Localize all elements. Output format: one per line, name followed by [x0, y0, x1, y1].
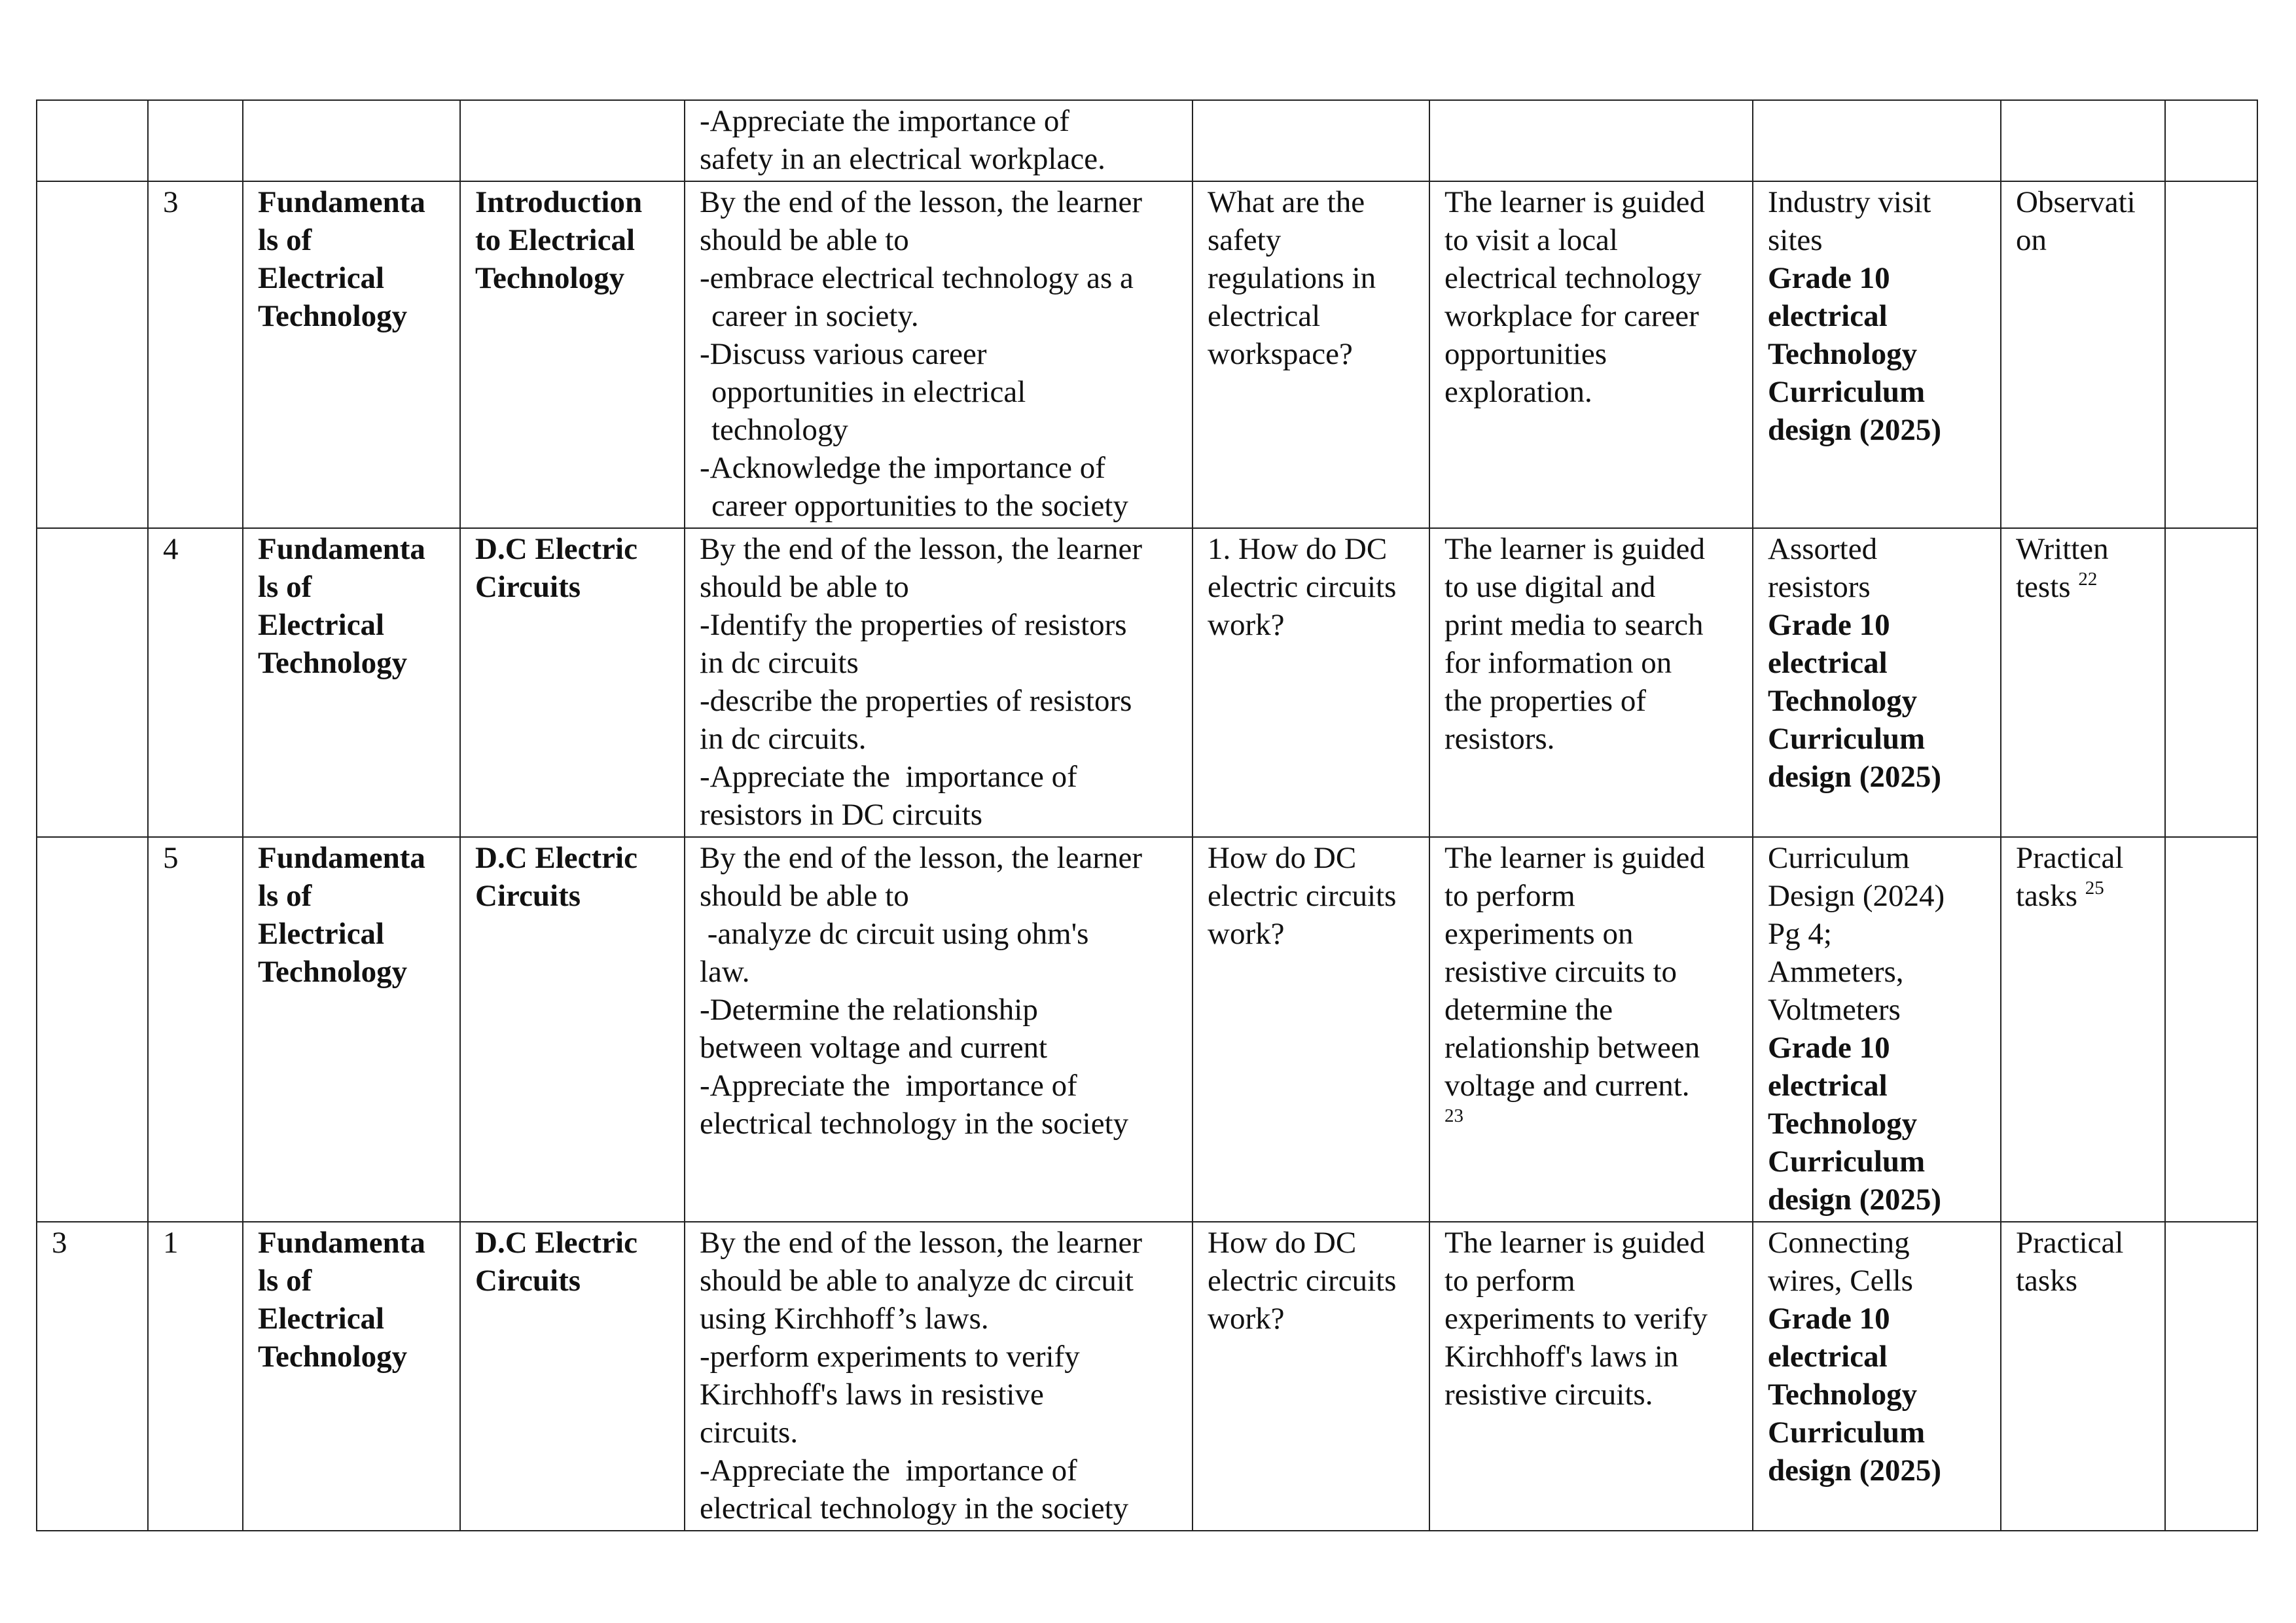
strand-cell — [243, 1222, 460, 1531]
learning-resources-cell-line: electrical — [1768, 646, 1888, 680]
key-inquiry-cell-line: safety — [1208, 223, 1282, 257]
outcome-line: opportunities in electrical — [711, 375, 1026, 409]
table-body — [37, 100, 2257, 1531]
learning-resources-cell-line: electrical — [1768, 299, 1888, 333]
learning-experiences-cell-line: The learner is guided — [1444, 1226, 1706, 1260]
learning-resources-cell-line: Grade 10 — [1768, 261, 1890, 295]
outcome-line: electrical technology in the society — [700, 1107, 1129, 1141]
learning-experiences-cell-line: relationship between — [1444, 1031, 1700, 1065]
sub-strand-cell-line: D.C Electric — [475, 841, 637, 875]
sub-strand-cell-line: D.C Electric — [475, 532, 637, 566]
sub-strand-cell — [460, 181, 685, 528]
learning-experiences-cell-line: opportunities — [1444, 337, 1607, 371]
outcome-line: circuits. — [700, 1416, 798, 1450]
lesson-cell — [148, 837, 243, 1222]
outcome-line: By the end of the lesson, the learner — [700, 841, 1143, 875]
key-inquiry-cell-line: work? — [1208, 608, 1285, 642]
lesson-cell-text: 1 — [163, 1226, 179, 1260]
outcome-line: -Appreciate the importance of — [700, 1069, 1077, 1103]
assessment-cell — [2001, 528, 2165, 837]
assessment-line — [2016, 839, 2151, 877]
learning-resources-cell-line: resistors — [1768, 570, 1871, 604]
learning-experiences-cell — [1429, 1222, 1753, 1531]
key-inquiry-cell — [1193, 528, 1429, 837]
outcome-line: resistors in DC circuits — [700, 798, 983, 832]
strand-cell-line: Electrical — [258, 917, 385, 951]
learning-resources-cell-line: Curriculum — [1768, 841, 1910, 875]
sub-strand-cell — [460, 100, 685, 181]
outcome-line: should be able to analyze dc circuit — [700, 1264, 1134, 1298]
learning-resources-cell-line: Technology — [1768, 1378, 1918, 1412]
week-cell — [37, 100, 148, 181]
table-row — [37, 181, 2257, 528]
outcome-line: -Acknowledge the importance of — [700, 451, 1105, 485]
outcome-line: By the end of the lesson, the learner — [700, 185, 1143, 219]
learning-resources-cell-line: Technology — [1768, 684, 1918, 718]
outcome-line: -analyze dc circuit using ohm's — [700, 917, 1089, 951]
learning-resources-cell-line: electrical — [1768, 1340, 1888, 1374]
learning-resources-cell — [1753, 181, 2001, 528]
learning-experiences-cell-line: resistive circuits to — [1444, 955, 1677, 989]
learning-outcomes-cell — [685, 1222, 1193, 1531]
learning-resources-cell-line: Curriculum — [1768, 375, 1926, 409]
assessment-cell — [2001, 1222, 2165, 1531]
assessment-line — [2016, 877, 2151, 915]
assessment-line — [2016, 1262, 2151, 1300]
outcome-line: should be able to — [700, 570, 909, 604]
outcome-line: technology — [711, 413, 848, 447]
assessment-text: tasks — [2016, 1264, 2077, 1298]
learning-experiences-cell — [1429, 181, 1753, 528]
sub-strand-cell-line: Circuits — [475, 570, 581, 604]
learning-resources-cell — [1753, 837, 2001, 1222]
learning-experiences-cell-line: to use digital and — [1444, 570, 1656, 604]
sub-strand-cell — [460, 1222, 685, 1531]
outcome-line: safety in an electrical workplace. — [700, 142, 1105, 176]
learning-outcomes-cell — [685, 181, 1193, 528]
assessment-text: on — [2016, 223, 2047, 257]
outcome-line: -Appreciate the importance of — [700, 760, 1077, 794]
outcome-line: in dc circuits. — [700, 722, 867, 756]
learning-resources-cell-line: Pg 4; — [1768, 917, 1832, 951]
assessment-line — [2016, 221, 2151, 259]
strand-cell-line: ls of — [258, 1264, 312, 1298]
assessment-line — [2016, 1224, 2151, 1262]
learning-resources-cell-line: Design (2024) — [1768, 879, 1945, 913]
week-cell — [37, 837, 148, 1222]
outcome-line: should be able to — [700, 879, 909, 913]
outcome-line: law. — [700, 955, 750, 989]
learning-experiences-cell-line: experiments to verify — [1444, 1302, 1708, 1336]
learning-experiences-cell-line: to perform — [1444, 1264, 1575, 1298]
outcome-line: -embrace electrical technology as a — [700, 261, 1134, 295]
strand-cell — [243, 837, 460, 1222]
key-inquiry-cell-line: electric circuits — [1208, 570, 1397, 604]
sub-strand-cell-line: D.C Electric — [475, 1226, 637, 1260]
sub-strand-cell-line: to Electrical — [475, 223, 636, 257]
strand-cell-line: Fundamenta — [258, 841, 425, 875]
key-inquiry-cell — [1193, 1222, 1429, 1531]
learning-resources-cell-line: design (2025) — [1768, 760, 1942, 794]
lesson-cell — [148, 181, 243, 528]
remarks-cell — [2165, 100, 2257, 181]
key-inquiry-cell — [1193, 100, 1429, 181]
strand-cell-line: Electrical — [258, 1302, 385, 1336]
learning-resources-cell-line: Technology — [1768, 337, 1918, 371]
remarks-cell — [2165, 837, 2257, 1222]
learning-experiences-cell-line: print media to search — [1444, 608, 1704, 642]
assessment-cell — [2001, 837, 2165, 1222]
week-cell — [37, 181, 148, 528]
outcome-line: -Determine the relationship — [700, 993, 1038, 1027]
lesson-cell — [148, 1222, 243, 1531]
learning-experiences-cell-line: determine the — [1444, 993, 1613, 1027]
learning-resources-cell-line: Curriculum — [1768, 1145, 1926, 1179]
learning-experiences-cell-line: the properties of — [1444, 684, 1647, 718]
learning-outcomes-cell — [685, 100, 1193, 181]
assessment-text: tasks — [2016, 879, 2077, 913]
outcome-line: -Identify the properties of resistors — [700, 608, 1127, 642]
sub-strand-cell — [460, 837, 685, 1222]
lesson-cell-text: 4 — [163, 532, 179, 566]
learning-resources-cell-line: Grade 10 — [1768, 1031, 1890, 1065]
strand-cell-line: Fundamenta — [258, 185, 425, 219]
learning-resources-cell-line: wires, Cells — [1768, 1264, 1913, 1298]
footnote-marker: 23 — [1444, 1105, 1463, 1126]
outcome-line: By the end of the lesson, the learner — [700, 532, 1143, 566]
key-inquiry-cell-line: electrical — [1208, 299, 1321, 333]
learning-experiences-cell-line: experiments on — [1444, 917, 1634, 951]
key-inquiry-cell-line: 1. How do DC — [1208, 532, 1388, 566]
key-inquiry-cell-line: What are the — [1208, 185, 1365, 219]
strand-cell-line: Technology — [258, 955, 408, 989]
footnote-marker: 22 — [2078, 569, 2098, 590]
learning-resources-cell-line: Connecting — [1768, 1226, 1910, 1260]
learning-resources-cell-line: design (2025) — [1768, 1183, 1942, 1217]
learning-resources-cell-line: Technology — [1768, 1107, 1918, 1141]
learning-experiences-cell-line: resistive circuits. — [1444, 1378, 1653, 1412]
learning-resources-cell-line: Grade 10 — [1768, 608, 1890, 642]
lesson-cell-text: 3 — [163, 185, 179, 219]
outcome-line: -Appreciate the importance of — [700, 1454, 1077, 1488]
strand-cell-line: Electrical — [258, 261, 385, 295]
outcome-line: -describe the properties of resistors — [700, 684, 1132, 718]
outcome-line: career in society. — [711, 299, 919, 333]
learning-resources-cell-line: design (2025) — [1768, 413, 1942, 447]
week-cell — [37, 1222, 148, 1531]
outcome-line: -Appreciate the importance of — [700, 104, 1070, 138]
outcome-line: should be able to — [700, 223, 909, 257]
strand-cell — [243, 528, 460, 837]
learning-experiences-cell — [1429, 528, 1753, 837]
learning-resources-cell-line: Voltmeters — [1768, 993, 1901, 1027]
outcome-line: electrical technology in the society — [700, 1491, 1129, 1525]
learning-experiences-cell-line: voltage and current. — [1444, 1069, 1690, 1103]
learning-resources-cell-line: sites — [1768, 223, 1823, 257]
learning-resources-cell-line: Assorted — [1768, 532, 1878, 566]
remarks-cell — [2165, 528, 2257, 837]
learning-experiences-cell-line: workplace for career — [1444, 299, 1699, 333]
sub-strand-cell — [460, 528, 685, 837]
learning-experiences-cell-line: The learner is guided — [1444, 841, 1706, 875]
learning-resources-cell — [1753, 528, 2001, 837]
sub-strand-cell-line: Introduction — [475, 185, 643, 219]
strand-cell — [243, 181, 460, 528]
outcome-line: -perform experiments to verify — [700, 1340, 1080, 1374]
assessment-text: Observati — [2016, 185, 2136, 219]
assessment-cell — [2001, 100, 2165, 181]
outcome-line: Kirchhoff's laws in resistive — [700, 1378, 1044, 1412]
table-row — [37, 1222, 2257, 1531]
assessment-text: Written — [2016, 532, 2109, 566]
learning-resources-cell — [1753, 1222, 2001, 1531]
week-cell — [37, 528, 148, 837]
lesson-cell-text: 5 — [163, 841, 179, 875]
learning-resources-cell-line: Curriculum — [1768, 722, 1926, 756]
strand-cell-line: Technology — [258, 646, 408, 680]
key-inquiry-cell-line: How do DC — [1208, 841, 1357, 875]
outcome-line: By the end of the lesson, the learner — [700, 1226, 1143, 1260]
scheme-of-work-table — [36, 99, 2258, 1531]
learning-outcomes-cell — [685, 837, 1193, 1222]
key-inquiry-cell-line: work? — [1208, 1302, 1285, 1336]
sub-strand-cell-line: Circuits — [475, 879, 581, 913]
strand-cell-line: Technology — [258, 299, 408, 333]
learning-experiences-cell-line: exploration. — [1444, 375, 1592, 409]
remarks-cell — [2165, 181, 2257, 528]
key-inquiry-cell-line: electric circuits — [1208, 879, 1397, 913]
key-inquiry-cell-line: electric circuits — [1208, 1264, 1397, 1298]
sub-strand-cell-line: Circuits — [475, 1264, 581, 1298]
outcome-line: using Kirchhoff’s laws. — [700, 1302, 989, 1336]
learning-outcomes-cell — [685, 528, 1193, 837]
outcome-line: in dc circuits — [700, 646, 859, 680]
strand-cell-line: Technology — [258, 1340, 408, 1374]
learning-resources-cell-line: Grade 10 — [1768, 1302, 1890, 1336]
sub-strand-cell-line: Technology — [475, 261, 625, 295]
outcome-line: career opportunities to the society — [711, 489, 1128, 523]
assessment-cell — [2001, 181, 2165, 528]
strand-cell-line: Electrical — [258, 608, 385, 642]
assessment-text: Practical — [2016, 1226, 2124, 1260]
learning-experiences-cell-line: The learner is guided — [1444, 532, 1706, 566]
assessment-text: Practical — [2016, 841, 2124, 875]
learning-resources-cell-line: Industry visit — [1768, 185, 1931, 219]
learning-resources-cell-line: electrical — [1768, 1069, 1888, 1103]
key-inquiry-cell — [1193, 181, 1429, 528]
key-inquiry-cell-line: regulations in — [1208, 261, 1376, 295]
assessment-line — [2016, 568, 2151, 606]
strand-cell — [243, 100, 460, 181]
learning-resources-cell-line: Ammeters, — [1768, 955, 1904, 989]
table-row — [37, 837, 2257, 1222]
learning-resources-cell-line: Curriculum — [1768, 1416, 1926, 1450]
learning-experiences-cell — [1429, 837, 1753, 1222]
outcome-line: between voltage and current — [700, 1031, 1048, 1065]
learning-experiences-cell-line: to visit a local — [1444, 223, 1618, 257]
learning-resources-cell-line: design (2025) — [1768, 1454, 1942, 1488]
lesson-cell — [148, 100, 243, 181]
footnote-marker: 25 — [2085, 878, 2104, 899]
key-inquiry-cell-line: How do DC — [1208, 1226, 1357, 1260]
strand-cell-line: Fundamenta — [258, 1226, 425, 1260]
table-row — [37, 100, 2257, 181]
learning-resources-cell — [1753, 100, 2001, 181]
key-inquiry-cell-line: work? — [1208, 917, 1285, 951]
strand-cell-line: Fundamenta — [258, 532, 425, 566]
learning-experiences-cell-line: The learner is guided — [1444, 185, 1706, 219]
learning-experiences-cell — [1429, 100, 1753, 181]
outcome-line: -Discuss various career — [700, 337, 987, 371]
learning-experiences-cell-line: Kirchhoff's laws in — [1444, 1340, 1679, 1374]
lesson-cell — [148, 528, 243, 837]
strand-cell-line: ls of — [258, 570, 312, 604]
week-cell-text: 3 — [52, 1226, 67, 1260]
assessment-line — [2016, 530, 2151, 568]
table-row — [37, 528, 2257, 837]
strand-cell-line: ls of — [258, 879, 312, 913]
remarks-cell — [2165, 1222, 2257, 1531]
learning-experiences-cell-line: electrical technology — [1444, 261, 1702, 295]
assessment-text: tests — [2016, 570, 2071, 604]
learning-experiences-cell-line: resistors. — [1444, 722, 1555, 756]
key-inquiry-cell — [1193, 837, 1429, 1222]
assessment-line — [2016, 183, 2151, 221]
learning-experiences-cell-line: to perform — [1444, 879, 1575, 913]
learning-experiences-cell-line: for information on — [1444, 646, 1672, 680]
key-inquiry-cell-line: workspace? — [1208, 337, 1353, 371]
strand-cell-line: ls of — [258, 223, 312, 257]
